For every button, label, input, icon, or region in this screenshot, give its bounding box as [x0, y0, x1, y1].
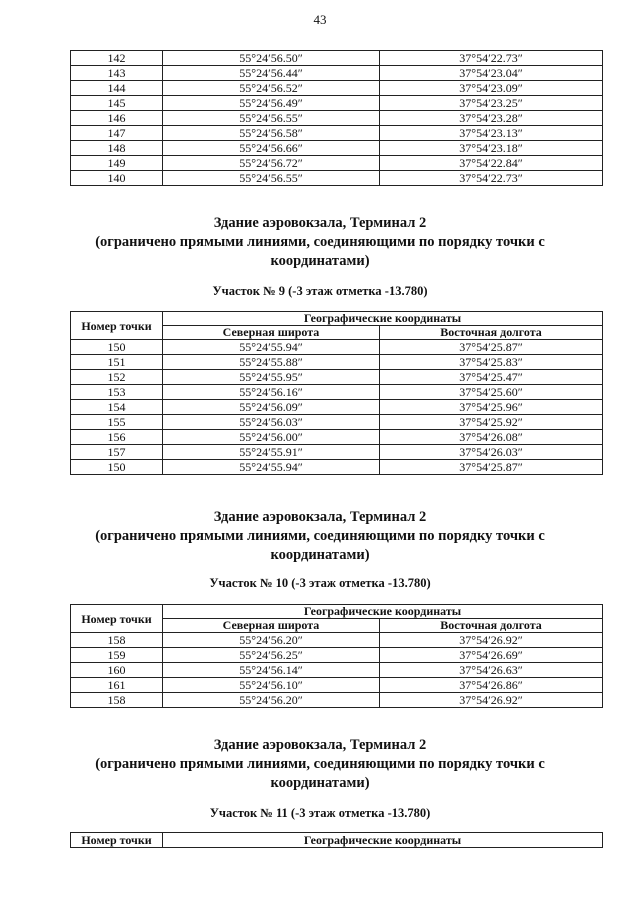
table-row [71, 81, 603, 96]
longitude-cell: 37°54′26.03″ [380, 445, 603, 460]
latitude-cell: 55°24′56.50″ [163, 51, 380, 66]
coordinates-table-11 [70, 832, 603, 848]
table-row [71, 633, 603, 648]
latitude-cell: 55°24′56.55″ [163, 111, 380, 126]
longitude-cell: 37°54′25.47″ [380, 370, 603, 385]
latitude-cell: 55°24′55.91″ [163, 445, 380, 460]
latitude-cell: 55°24′56.55″ [163, 171, 380, 186]
section-heading-11: Здание аэровокзала, Терминал 2 (ограничено прямыми линиями, соединяющими по порядку точки с координатами) [95, 737, 545, 791]
point-number-cell: 154 [71, 400, 163, 415]
longitude-cell: 37°54′23.09″ [380, 81, 603, 96]
point-number-cell: 147 [71, 126, 163, 141]
point-number-cell: 160 [71, 663, 163, 678]
latitude-cell: 55°24′56.00″ [163, 430, 380, 445]
latitude-cell: 55°24′56.03″ [163, 415, 380, 430]
latitude-cell: 55°24′56.44″ [163, 66, 380, 81]
latitude-cell: 55°24′56.09″ [163, 400, 380, 415]
header-point-number: Номер точки [71, 833, 163, 848]
longitude-cell: 37°54′23.25″ [380, 96, 603, 111]
point-number-cell: 140 [71, 171, 163, 186]
plot-label-11: Участок № 11 (-3 этаж отметка -13.780) [209, 806, 431, 820]
table-row [71, 156, 603, 171]
table-row [71, 460, 603, 475]
table-row [71, 445, 603, 460]
table-row [71, 400, 603, 415]
point-number-cell: 151 [71, 355, 163, 370]
point-number-cell: 159 [71, 648, 163, 663]
longitude-cell: 37°54′26.92″ [380, 633, 603, 648]
table-row [71, 355, 603, 370]
latitude-cell: 55°24′56.52″ [163, 81, 380, 96]
longitude-cell: 37°54′26.69″ [380, 648, 603, 663]
header-geo-coords: Географические координаты [163, 605, 603, 619]
header-east-lon: Восточная долгота [380, 619, 603, 633]
table-row [71, 663, 603, 678]
table-row [71, 171, 603, 186]
table-row [71, 66, 603, 81]
coordinates-table-10 [70, 604, 603, 708]
table-row [71, 415, 603, 430]
table-row [71, 126, 603, 141]
point-number-cell: 161 [71, 678, 163, 693]
table-row [71, 648, 603, 663]
table-row [71, 693, 603, 708]
point-number-cell: 146 [71, 111, 163, 126]
point-number-cell: 156 [71, 430, 163, 445]
longitude-cell: 37°54′26.86″ [380, 678, 603, 693]
latitude-cell: 55°24′56.49″ [163, 96, 380, 111]
longitude-cell: 37°54′22.73″ [380, 171, 603, 186]
longitude-cell: 37°54′25.83″ [380, 355, 603, 370]
longitude-cell: 37°54′25.60″ [380, 385, 603, 400]
latitude-cell: 55°24′56.20″ [163, 693, 380, 708]
latitude-cell: 55°24′56.25″ [163, 648, 380, 663]
latitude-cell: 55°24′56.10″ [163, 678, 380, 693]
table-row [71, 51, 603, 66]
coordinates-table-9 [70, 311, 603, 475]
point-number-cell: 158 [71, 693, 163, 708]
section-heading-9: Здание аэровокзала, Терминал 2 (ограничено прямыми линиями, соединяющими по порядку точки с координатами) [95, 215, 545, 269]
longitude-cell: 37°54′25.96″ [380, 400, 603, 415]
longitude-cell: 37°54′23.18″ [380, 141, 603, 156]
table-row [71, 340, 603, 355]
table-row [71, 370, 603, 385]
point-number-cell: 150 [71, 460, 163, 475]
section-heading-10: Здание аэровокзала, Терминал 2 (ограничено прямыми линиями, соединяющими по порядку точки с координатами) [95, 509, 545, 563]
latitude-cell: 55°24′56.14″ [163, 663, 380, 678]
table-row [71, 430, 603, 445]
longitude-cell: 37°54′26.08″ [380, 430, 603, 445]
longitude-cell: 37°54′23.13″ [380, 126, 603, 141]
latitude-cell: 55°24′56.58″ [163, 126, 380, 141]
longitude-cell: 37°54′22.73″ [380, 51, 603, 66]
header-north-lat: Северная широта [163, 619, 380, 633]
latitude-cell: 55°24′56.66″ [163, 141, 380, 156]
header-geo-coords: Географические координаты [163, 833, 603, 848]
point-number-cell: 145 [71, 96, 163, 111]
latitude-cell: 55°24′55.94″ [163, 340, 380, 355]
point-number-cell: 158 [71, 633, 163, 648]
latitude-cell: 55°24′55.94″ [163, 460, 380, 475]
longitude-cell: 37°54′22.84″ [380, 156, 603, 171]
latitude-cell: 55°24′55.88″ [163, 355, 380, 370]
page-number: 43 [313, 12, 327, 27]
latitude-cell: 55°24′55.95″ [163, 370, 380, 385]
point-number-cell: 148 [71, 141, 163, 156]
table-row [71, 385, 603, 400]
point-number-cell: 155 [71, 415, 163, 430]
longitude-cell: 37°54′23.28″ [380, 111, 603, 126]
header-north-lat: Северная широта [163, 326, 380, 340]
point-number-cell: 152 [71, 370, 163, 385]
latitude-cell: 55°24′56.72″ [163, 156, 380, 171]
point-number-cell: 150 [71, 340, 163, 355]
point-number-cell: 157 [71, 445, 163, 460]
point-number-cell: 143 [71, 66, 163, 81]
plot-label-9: Участок № 9 (-3 этаж отметка -13.780) [212, 284, 428, 298]
point-number-cell: 144 [71, 81, 163, 96]
point-number-cell: 149 [71, 156, 163, 171]
header-point-number: Номер точки [71, 605, 163, 633]
coordinates-table-continued [70, 50, 603, 186]
table-row [71, 678, 603, 693]
longitude-cell: 37°54′25.87″ [380, 460, 603, 475]
longitude-cell: 37°54′25.92″ [380, 415, 603, 430]
header-point-number: Номер точки [71, 312, 163, 340]
longitude-cell: 37°54′26.63″ [380, 663, 603, 678]
plot-label-10: Участок № 10 (-3 этаж отметка -13.780) [209, 576, 431, 590]
table-row [71, 111, 603, 126]
longitude-cell: 37°54′23.04″ [380, 66, 603, 81]
latitude-cell: 55°24′56.20″ [163, 633, 380, 648]
table-row [71, 141, 603, 156]
point-number-cell: 153 [71, 385, 163, 400]
longitude-cell: 37°54′25.87″ [380, 340, 603, 355]
point-number-cell: 142 [71, 51, 163, 66]
header-east-lon: Восточная долгота [380, 326, 603, 340]
table-row [71, 96, 603, 111]
latitude-cell: 55°24′56.16″ [163, 385, 380, 400]
longitude-cell: 37°54′26.92″ [380, 693, 603, 708]
header-geo-coords: Географические координаты [163, 312, 603, 326]
